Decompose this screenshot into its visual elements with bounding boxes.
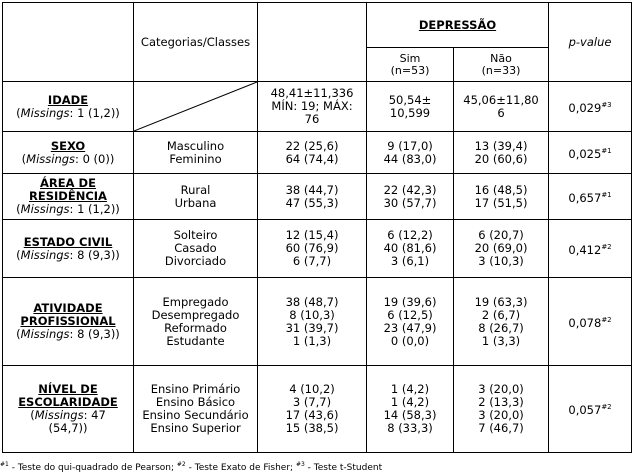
value-text: 38 (44,7) bbox=[285, 182, 339, 197]
pvalue-cell: 0,029$^{\#3}$ bbox=[549, 82, 632, 132]
value-text: 19 (39,6) bbox=[383, 294, 437, 309]
missings-text: (Missings: 1 (1,2)) bbox=[16, 105, 120, 120]
value-text: 14 (58,3) bbox=[383, 408, 437, 422]
value-text: 3 (10,3) bbox=[478, 254, 524, 268]
value-text: 0 (0,0) bbox=[390, 333, 430, 348]
value-text: 1 (4,2) bbox=[390, 382, 430, 396]
value-text: 3 (20,0) bbox=[478, 382, 524, 396]
value-text: 9 (17,0) bbox=[387, 138, 433, 153]
variable-label: ESCOLARIDADE bbox=[18, 395, 118, 409]
missings-text: (Missings: 8 (9,3)) bbox=[16, 327, 120, 341]
pvalue-cell: 0,657$^{\#1}$ bbox=[549, 174, 632, 220]
table-row bbox=[3, 278, 632, 366]
value-text: 60 (76,9) bbox=[285, 241, 339, 255]
value-text: 6 (7,7) bbox=[292, 254, 332, 268]
variable-cell bbox=[3, 174, 134, 220]
variable-label: ÁREA DE bbox=[40, 176, 96, 190]
class-label: Urbana bbox=[174, 195, 217, 210]
pvalue-cell: 0,057$^{\#2}$ bbox=[549, 366, 632, 453]
variable-cell bbox=[3, 278, 134, 366]
value-text: 3 (20,0) bbox=[478, 408, 524, 422]
value-text: 8 (10,3) bbox=[289, 307, 335, 322]
sim-cell bbox=[367, 82, 454, 132]
value-text: 22 (42,3) bbox=[383, 182, 437, 197]
missings-text: (Missings: 8 (9,3)) bbox=[16, 247, 120, 262]
class-label: Ensino Secundário bbox=[142, 408, 249, 422]
variable-label: ESTADO CIVIL bbox=[23, 234, 113, 249]
value-text: 17 (43,6) bbox=[285, 408, 339, 422]
sim-cell bbox=[367, 366, 454, 453]
value-text: 2 (13,3) bbox=[478, 395, 524, 409]
variable-cell bbox=[3, 82, 134, 132]
value-text: 48,41±11,336 bbox=[270, 86, 354, 100]
value-text: 47 (55,3) bbox=[285, 195, 339, 210]
total-cell bbox=[258, 220, 367, 278]
nao-cell bbox=[454, 132, 549, 174]
classes-cell bbox=[134, 366, 258, 453]
variable-label: NÍVEL DE bbox=[38, 382, 98, 396]
table-row bbox=[3, 366, 632, 453]
value-text: 6 (12,5) bbox=[387, 307, 433, 322]
missings-text: (Missings: 47 bbox=[30, 408, 106, 422]
value-text: 7 (46,7) bbox=[478, 421, 524, 435]
class-label: Ensino Primário bbox=[150, 382, 241, 396]
value-text: 12 (15,4) bbox=[285, 228, 339, 242]
header-categorias: Categorias/Classes bbox=[134, 3, 258, 82]
missings-text-line2: (54,7)) bbox=[48, 421, 88, 435]
value-text: 6 bbox=[497, 105, 505, 120]
class-label: Ensino Básico bbox=[155, 395, 236, 409]
classes-cell bbox=[134, 174, 258, 220]
variable-label: IDADE bbox=[47, 92, 89, 107]
pvalue-cell: 0,412$^{\#2}$ bbox=[549, 220, 632, 278]
value-text: 3 (6,1) bbox=[390, 254, 430, 268]
sim-cell bbox=[367, 132, 454, 174]
value-text: 31 (39,7) bbox=[285, 320, 339, 335]
class-label: Rural bbox=[180, 182, 211, 197]
header-sim: Sim (n=53) bbox=[367, 48, 454, 82]
value-text: 22 (25,6) bbox=[285, 138, 339, 153]
nao-cell bbox=[454, 366, 549, 453]
variable-cell bbox=[3, 132, 134, 174]
value-text: 16 (48,5) bbox=[474, 182, 528, 197]
classes-cell bbox=[134, 220, 258, 278]
nao-cell bbox=[454, 220, 549, 278]
value-text: 50,54± bbox=[388, 92, 432, 107]
nao-cell bbox=[454, 174, 549, 220]
classes-cell bbox=[134, 278, 258, 366]
value-text: 4 (10,2) bbox=[289, 382, 335, 396]
class-label: Feminino bbox=[169, 151, 222, 166]
missings-text: (Missings: 1 (1,2)) bbox=[16, 202, 120, 216]
variable-label: PROFISSIONAL bbox=[20, 314, 116, 328]
class-label: Empregado bbox=[162, 294, 229, 309]
value-text: 8 (33,3) bbox=[387, 421, 433, 435]
value-text: 19 (63,3) bbox=[474, 294, 528, 309]
class-label: Desempregado bbox=[151, 307, 240, 322]
value-text: 1 (3,3) bbox=[481, 333, 521, 348]
total-cell bbox=[258, 82, 367, 132]
value-text: 20 (60,6) bbox=[474, 151, 528, 166]
table-row bbox=[3, 132, 632, 174]
class-label: Divorciado bbox=[164, 254, 227, 268]
class-label: Masculino bbox=[166, 138, 225, 153]
variable-label: SEXO bbox=[50, 138, 86, 153]
total-cell bbox=[258, 278, 367, 366]
total-cell bbox=[258, 132, 367, 174]
value-text: 30 (57,7) bbox=[383, 195, 437, 210]
class-label: Casado bbox=[174, 241, 217, 255]
variable-cell bbox=[3, 366, 134, 453]
value-text: 44 (83,0) bbox=[383, 151, 437, 166]
variable-label: RESIDÊNCIA bbox=[29, 189, 107, 203]
diagonal-cell bbox=[134, 82, 258, 132]
header-depressao: DEPRESSÃO bbox=[367, 3, 549, 48]
class-label: Reformado bbox=[164, 320, 227, 335]
value-text: 8 (26,7) bbox=[478, 320, 524, 335]
value-text: 38 (48,7) bbox=[285, 294, 339, 309]
header-nao: Não (n=33) bbox=[454, 48, 549, 82]
classes-cell bbox=[134, 132, 258, 174]
value-text: 6 (20,7) bbox=[478, 228, 524, 242]
sim-cell bbox=[367, 278, 454, 366]
table-row bbox=[3, 220, 632, 278]
value-text: 1 (1,3) bbox=[292, 333, 332, 348]
value-text: 13 (39,4) bbox=[474, 138, 528, 153]
value-text: 40 (81,6) bbox=[383, 241, 437, 255]
class-label: Estudante bbox=[166, 333, 225, 348]
header-total-empty bbox=[258, 3, 367, 82]
sim-cell bbox=[367, 220, 454, 278]
value-text: 64 (74,4) bbox=[285, 151, 339, 166]
nao-cell bbox=[454, 278, 549, 366]
header-empty-cell bbox=[3, 3, 134, 82]
depression-table bbox=[2, 2, 632, 453]
sim-cell bbox=[367, 174, 454, 220]
missings-text: (Missings: 0 (0)) bbox=[21, 151, 115, 166]
nao-cell bbox=[454, 82, 549, 132]
variable-cell bbox=[3, 220, 134, 278]
value-text: 23 (47,9) bbox=[383, 320, 437, 335]
value-text: 1 (4,2) bbox=[390, 395, 430, 409]
value-text: 45,06±11,80 bbox=[463, 92, 539, 107]
value-text: 10,599 bbox=[389, 105, 431, 120]
footnote: $^{\#1}$ - Teste do qui-quadrado de Pearson; $^{\#2}$ - Teste Exato de Fisher; $^{\#3}$ - Teste t-Student bbox=[0, 461, 383, 473]
class-label: Solteiro bbox=[173, 228, 218, 242]
header-pvalue: p-value bbox=[549, 3, 632, 82]
table-row bbox=[3, 174, 632, 220]
class-label: Ensino Superior bbox=[150, 421, 241, 435]
value-text: 15 (38,5) bbox=[285, 421, 339, 435]
value-text: MÍN: 19; MÁX: bbox=[271, 99, 353, 113]
value-text: 6 (12,2) bbox=[387, 228, 433, 242]
value-text: 2 (6,7) bbox=[481, 307, 521, 322]
pvalue-cell: 0,078$^{\#2}$ bbox=[549, 278, 632, 366]
value-text: 76 bbox=[304, 112, 320, 126]
value-text: 20 (69,0) bbox=[474, 241, 528, 255]
pvalue-cell: 0,025$^{\#1}$ bbox=[549, 132, 632, 174]
total-cell bbox=[258, 174, 367, 220]
variable-label: ATIVIDADE bbox=[33, 301, 103, 315]
value-text: 17 (51,5) bbox=[474, 195, 528, 210]
table-row bbox=[3, 82, 632, 132]
value-text: 3 (7,7) bbox=[292, 395, 332, 409]
total-cell bbox=[258, 366, 367, 453]
